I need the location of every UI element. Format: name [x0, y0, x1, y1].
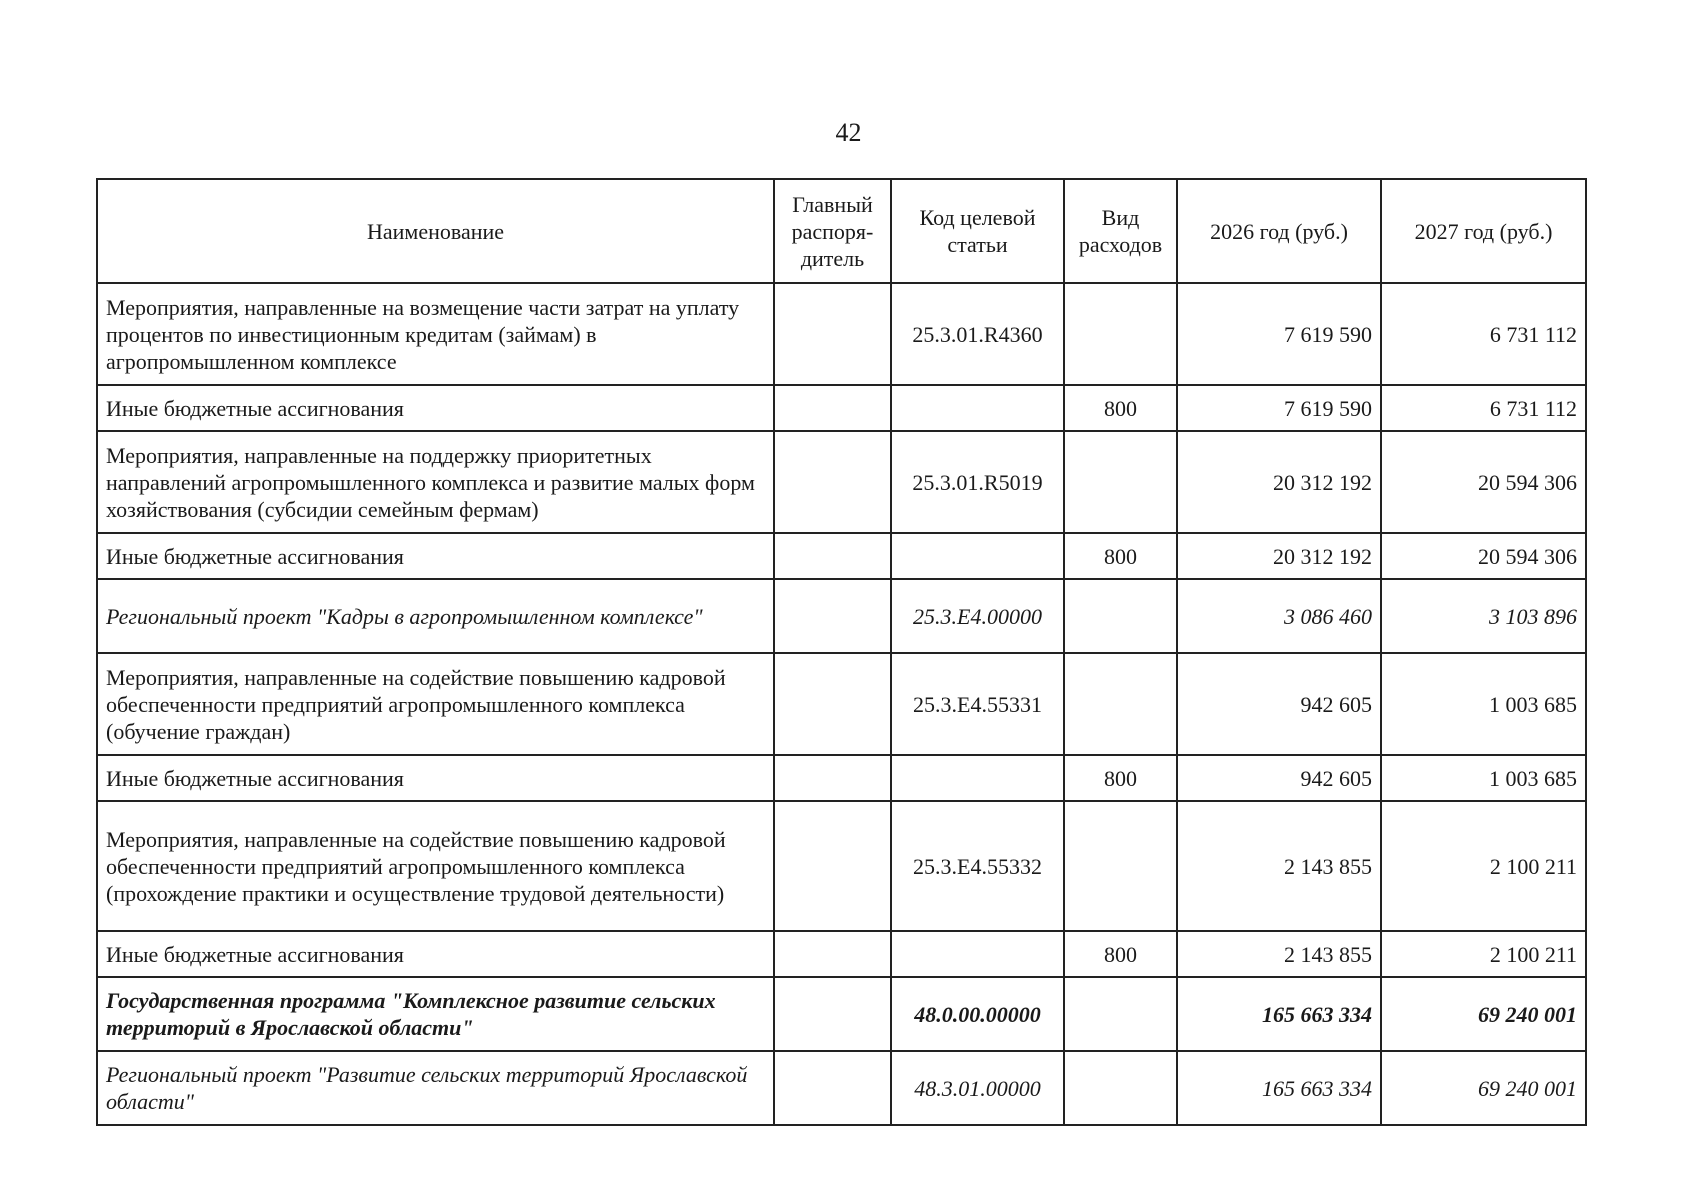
cell-type [1064, 431, 1177, 533]
cell-2026: 20 312 192 [1177, 431, 1381, 533]
cell-2027: 1 003 685 [1381, 653, 1586, 755]
cell-2027: 2 100 211 [1381, 801, 1586, 931]
cell-manager [774, 431, 891, 533]
cell-name: Региональный проект "Развитие сельских территорий Ярославской области" [97, 1051, 774, 1125]
table-row [97, 283, 1586, 385]
cell-code: 48.0.00.00000 [891, 977, 1064, 1051]
cell-code: 48.3.01.00000 [891, 1051, 1064, 1125]
header-code: Код целевой статьи [891, 179, 1064, 283]
cell-name: Иные бюджетные ассигнования [97, 533, 774, 579]
cell-type [1064, 801, 1177, 931]
cell-manager [774, 385, 891, 431]
cell-2027: 3 103 896 [1381, 579, 1586, 653]
header-type: Вид расходов [1064, 179, 1177, 283]
cell-type: 800 [1064, 931, 1177, 977]
cell-2026: 165 663 334 [1177, 1051, 1381, 1125]
cell-manager [774, 283, 891, 385]
cell-type [1064, 283, 1177, 385]
cell-name: Иные бюджетные ассигнования [97, 931, 774, 977]
cell-type [1064, 1051, 1177, 1125]
table-row [97, 533, 1586, 579]
cell-code [891, 755, 1064, 801]
cell-2027: 6 731 112 [1381, 283, 1586, 385]
table-body [97, 283, 1586, 1125]
cell-name: Мероприятия, направленные на возмещение части затрат на уплату процентов по инвестиционным кредитам (займам) в агропромышленном комплексе [97, 283, 774, 385]
cell-2026: 7 619 590 [1177, 283, 1381, 385]
cell-2026: 2 143 855 [1177, 801, 1381, 931]
cell-code [891, 385, 1064, 431]
cell-code: 25.3.01.R4360 [891, 283, 1064, 385]
cell-manager [774, 931, 891, 977]
cell-type: 800 [1064, 385, 1177, 431]
cell-code [891, 931, 1064, 977]
cell-type [1064, 653, 1177, 755]
table-row [97, 1051, 1586, 1125]
cell-manager [774, 579, 891, 653]
cell-code: 25.3.Е4.55332 [891, 801, 1064, 931]
cell-code: 25.3.01.R5019 [891, 431, 1064, 533]
cell-code: 25.3.Е4.00000 [891, 579, 1064, 653]
cell-2026: 3 086 460 [1177, 579, 1381, 653]
table-row [97, 385, 1586, 431]
cell-2027: 1 003 685 [1381, 755, 1586, 801]
table-header-row [97, 179, 1586, 283]
cell-2027: 20 594 306 [1381, 533, 1586, 579]
cell-type [1064, 579, 1177, 653]
cell-name: Иные бюджетные ассигнования [97, 755, 774, 801]
header-2026: 2026 год (руб.) [1177, 179, 1381, 283]
cell-manager [774, 755, 891, 801]
page-number: 42 [835, 118, 862, 147]
cell-2027: 20 594 306 [1381, 431, 1586, 533]
cell-type [1064, 977, 1177, 1051]
cell-2026: 2 143 855 [1177, 931, 1381, 977]
table-row [97, 653, 1586, 755]
table-row [97, 431, 1586, 533]
header-2027: 2027 год (руб.) [1381, 179, 1586, 283]
header-manager: Главный распоря-дитель [774, 179, 891, 283]
cell-manager [774, 653, 891, 755]
table-row [97, 801, 1586, 931]
table-row [97, 755, 1586, 801]
cell-manager [774, 801, 891, 931]
table-row [97, 977, 1586, 1051]
cell-2027: 6 731 112 [1381, 385, 1586, 431]
header-name: Наименование [97, 179, 774, 283]
cell-2026: 165 663 334 [1177, 977, 1381, 1051]
cell-name: Государственная программа "Комплексное развитие сельских территорий в Ярославской области" [97, 977, 774, 1051]
cell-name: Региональный проект "Кадры в агропромышленном комплексе" [97, 579, 774, 653]
cell-manager [774, 533, 891, 579]
cell-2027: 69 240 001 [1381, 1051, 1586, 1125]
cell-2026: 942 605 [1177, 653, 1381, 755]
cell-manager [774, 977, 891, 1051]
cell-name: Мероприятия, направленные на поддержку приоритетных направлений агропромышленного комплекса и развитие малых форм хозяйствования (субсидии семейным фермам) [97, 431, 774, 533]
cell-2026: 942 605 [1177, 755, 1381, 801]
cell-2027: 2 100 211 [1381, 931, 1586, 977]
cell-type: 800 [1064, 533, 1177, 579]
cell-2027: 69 240 001 [1381, 977, 1586, 1051]
cell-code [891, 533, 1064, 579]
cell-name: Иные бюджетные ассигнования [97, 385, 774, 431]
cell-2026: 7 619 590 [1177, 385, 1381, 431]
table-row [97, 931, 1586, 977]
cell-name: Мероприятия, направленные на содействие повышению кадровой обеспеченности предприятий агропромышленного комплекса (прохождение практики и осуществление трудовой деятельности) [97, 801, 774, 931]
cell-code: 25.3.Е4.55331 [891, 653, 1064, 755]
budget-table [96, 178, 1587, 1126]
table-row [97, 579, 1586, 653]
cell-name: Мероприятия, направленные на содействие повышению кадровой обеспеченности предприятий агропромышленного комплекса (обучение граждан) [97, 653, 774, 755]
cell-type: 800 [1064, 755, 1177, 801]
cell-2026: 20 312 192 [1177, 533, 1381, 579]
cell-manager [774, 1051, 891, 1125]
